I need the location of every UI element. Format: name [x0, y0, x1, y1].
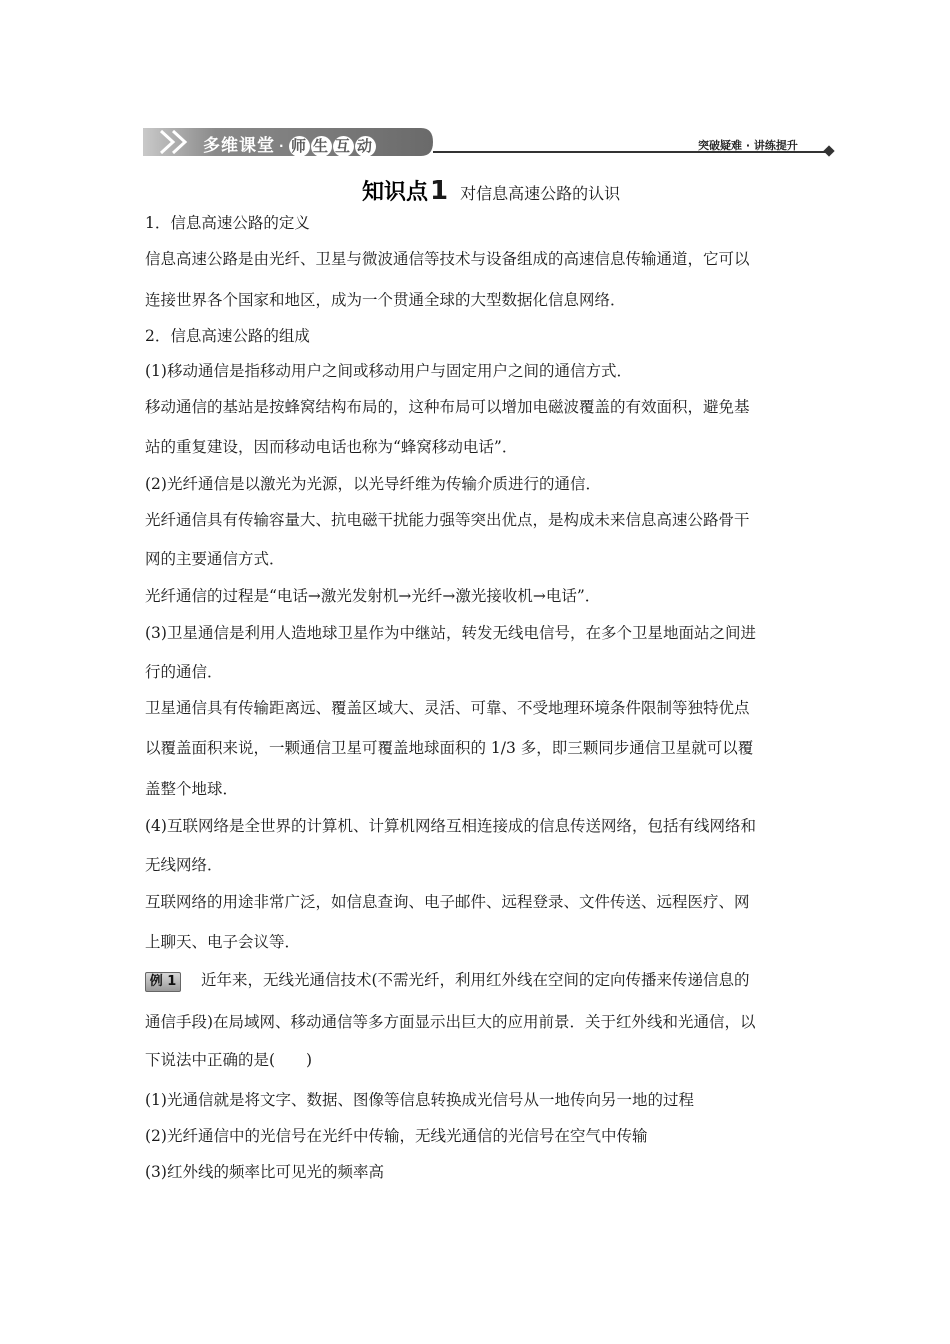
example-line: [145, 970, 750, 992]
kp-number: 1: [430, 176, 449, 206]
text-line: 盖整个地球．: [145, 780, 239, 798]
option-line: (2)光纤通信中的光信号在光纤中传输，无线光通信的光信号在空气中传输: [145, 1127, 648, 1145]
text-line: 上聊天、电子会议等．: [145, 933, 301, 951]
text-line: (1)移动通信是指移动用户之间或移动用户与固定用户之间的通信方式．: [145, 362, 632, 380]
text-line: 以覆盖面积来说，一颗通信卫星可覆盖地球面积的 1/3 多，即三颗同步通信卫星就可以覆: [145, 739, 754, 757]
banner-dot: ·: [279, 139, 285, 153]
text-line: 连接世界各个国家和地区，成为一个贯通全球的大型数据化信息网络．: [145, 291, 626, 309]
banner-char-4: 动: [355, 136, 376, 157]
knowledge-point-heading: [362, 175, 620, 206]
text-line: 光纤通信具有传输容量大、抗电磁干扰能力强等突出优点，是构成未来信息高速公路骨干: [145, 511, 750, 529]
kp-label: 知识点: [362, 180, 429, 205]
section-banner: [143, 128, 433, 156]
text-line: 站的重复建设，因而移动电话也称为“蜂窝移动电话”．: [145, 438, 518, 456]
text-line: 1．信息高速公路的定义: [145, 214, 310, 232]
text-line: 无线网络．: [145, 856, 223, 874]
diamond-icon: [823, 145, 834, 156]
option-line: (3)红外线的频率比可见光的频率高: [145, 1163, 384, 1181]
banner-char-1: 师: [289, 136, 310, 157]
example-line: 通信手段)在局域网、移动通信等多方面显示出巨大的应用前景．关于红外线和光通信，以: [145, 1013, 756, 1031]
example-text: 近年来，无线光通信技术(不需光纤，利用红外线在空间的定向传播来传递信息的: [201, 971, 750, 989]
banner-title: 多维课堂: [203, 136, 275, 156]
text-line: 互联网络的用途非常广泛，如信息查询、电子邮件、远程登录、文件传送、远程医疗、网: [145, 893, 750, 911]
banner-char-2: 生: [311, 136, 332, 157]
text-line: 卫星通信具有传输距离远、覆盖区域大、灵活、可靠、不受地理环境条件限制等独特优点: [145, 699, 750, 717]
banner-title-group: [203, 131, 377, 157]
option-line: (1)光通信就是将文字、数据、图像等信息转换成光信号从一地传向另一地的过程: [145, 1091, 694, 1109]
example-badge: 例 1: [145, 972, 181, 992]
text-line: (4)互联网络是全世界的计算机、计算机网络互相连接成的信息传送网络，包括有线网络和: [145, 817, 756, 835]
kp-title: 对信息高速公路的认识: [460, 184, 621, 203]
text-line: 行的通信．: [145, 663, 223, 681]
banner-char-3: 互: [333, 136, 354, 157]
example-line: 下说法中正确的是( ): [145, 1051, 313, 1069]
text-line: 移动通信的基站是按蜂窝结构布局的，这种布局可以增加电磁波覆盖的有效面积，避免基: [145, 398, 750, 416]
text-line: 光纤通信的过程是“电话→激光发射机→光纤→激光接收机→电话”．: [145, 587, 601, 605]
text-line: 2．信息高速公路的组成: [145, 327, 310, 345]
text-line: 信息高速公路是由光纤、卫星与微波通信等技术与设备组成的高速信息传输通道，它可以: [145, 250, 750, 268]
text-line: (3)卫星通信是利用人造地球卫星作为中继站，转发无线电信号，在多个卫星地面站之间进: [145, 624, 756, 642]
text-line: (2)光纤通信是以激光为光源，以光导纤维为传输介质进行的通信．: [145, 475, 601, 493]
header-right-text: 突破疑难 · 讲练提升: [698, 139, 798, 152]
text-line: 网的主要通信方式．: [145, 550, 285, 568]
